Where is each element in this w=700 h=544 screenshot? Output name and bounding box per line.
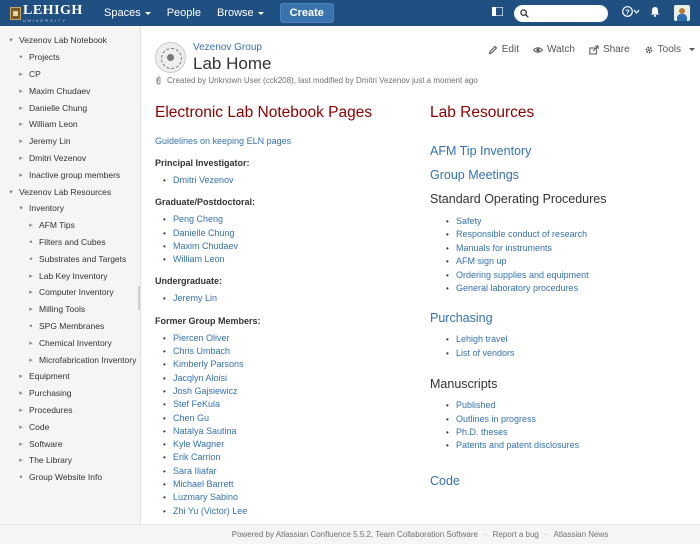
space-logo[interactable] <box>155 42 186 73</box>
sidebar-item[interactable] <box>0 32 140 49</box>
sidebar-item[interactable] <box>0 250 140 267</box>
bullet-icon: • <box>29 236 33 247</box>
list-item <box>173 372 405 385</box>
chevron-right-icon[interactable]: ▸ <box>29 356 33 364</box>
sidebar-item[interactable] <box>0 284 140 301</box>
chevron-down-icon[interactable]: ▾ <box>9 37 13 45</box>
resources-heading: Lab Resources <box>430 104 535 121</box>
chevron-right-icon[interactable]: ▸ <box>19 373 23 381</box>
member-link[interactable]: • Michael Barrett <box>173 479 234 490</box>
purchasing-link[interactable]: Purchasing <box>430 311 493 326</box>
member-link[interactable]: • Erik Carrion <box>173 452 221 463</box>
sidebar-item-label: Danielle Chung <box>29 102 88 113</box>
sidebar-item-label: Projects <box>29 52 60 63</box>
create-button[interactable]: Create <box>280 3 334 23</box>
notifications-icon[interactable] <box>644 6 666 20</box>
svg-text:?: ? <box>625 9 630 17</box>
chevron-right-icon[interactable]: ▸ <box>19 406 23 414</box>
sidebar-item[interactable] <box>0 133 140 150</box>
sidebar-item[interactable] <box>0 402 140 419</box>
sidebar-item-label: Microfabrication Inventory <box>39 354 137 365</box>
list-item <box>456 215 690 228</box>
sop-list <box>430 215 690 295</box>
sidebar-item[interactable] <box>0 452 140 469</box>
sidebar-item-label: Inventory <box>29 203 64 214</box>
page-byline: Created by Unknown User (cck208), last modified by Dmitri Vezenov just a moment ago <box>167 76 478 85</box>
resource-link[interactable]: Responsible conduct of research <box>456 229 588 240</box>
bullet-icon: • <box>29 320 33 331</box>
sidebar-item[interactable] <box>0 318 140 335</box>
list-item <box>173 227 405 240</box>
sidebar-item[interactable] <box>0 267 140 284</box>
member-link[interactable]: • Peng Cheng <box>173 214 224 225</box>
group-label: Graduate/Postdoctoral: <box>155 197 256 208</box>
member-link[interactable]: • Piercen Oliver <box>173 332 230 343</box>
sidebar-item[interactable] <box>0 334 140 351</box>
chevron-down-icon <box>689 48 695 51</box>
sidebar-item-label: Procedures <box>29 404 73 415</box>
list-item <box>173 358 405 371</box>
sidebar-item-label: Chemical Inventory <box>39 337 112 348</box>
sidebar-item[interactable] <box>0 49 140 66</box>
sidebar-item-label: Lab Key Inventory <box>39 270 108 281</box>
chevron-right-icon[interactable]: ▸ <box>19 70 23 78</box>
sidebar-item-label: Computer Inventory <box>39 287 114 298</box>
report-bug-link[interactable]: Report a bug <box>492 530 539 539</box>
top-navigation-bar <box>0 0 700 26</box>
help-icon[interactable] <box>618 6 644 20</box>
member-link[interactable]: • Maxim Chudaev <box>173 240 239 251</box>
list-item <box>173 478 405 491</box>
list-item <box>456 439 690 452</box>
logo-subtext: UNIVERSITY <box>23 17 68 23</box>
member-link[interactable]: • Natalya Sautina <box>173 425 237 436</box>
sidebar-item-label: SPG Membranes <box>39 320 105 331</box>
member-link[interactable]: • Dmitri Vezenov <box>173 175 234 185</box>
resource-link[interactable]: Lehigh travel <box>456 334 508 345</box>
sidebar-item-label: Jeremy Lin <box>29 136 71 147</box>
list-item <box>456 333 690 346</box>
resource-link[interactable]: Safety <box>456 216 482 226</box>
site-logo[interactable] <box>0 0 96 26</box>
purchasing-list <box>430 333 690 360</box>
sidebar-item[interactable] <box>0 351 140 368</box>
sidebar-item[interactable] <box>0 234 140 251</box>
breadcrumb[interactable]: Vezenov Group <box>193 42 262 53</box>
list-item <box>173 398 405 411</box>
member-link[interactable]: • Stef FeKula <box>173 399 221 410</box>
resource-link[interactable]: General laboratory procedures <box>456 282 579 293</box>
sidebar-item-label: Purchasing <box>29 388 72 399</box>
member-list <box>155 292 405 305</box>
list-item <box>173 253 405 266</box>
chevron-right-icon[interactable]: ▸ <box>19 171 23 179</box>
watch-button[interactable]: Watch <box>533 44 575 55</box>
sidebar-item-label: AFM Tips <box>39 220 75 231</box>
chevron-right-icon[interactable]: ▸ <box>29 306 33 314</box>
powered-by-text: Powered by Atlassian Confluence 5.5.2, Team Collaboration Software <box>231 530 478 539</box>
list-item <box>456 426 690 439</box>
member-link[interactable]: • Josh Gajsiewicz <box>173 385 238 396</box>
member-link[interactable]: • Chen Gu <box>173 412 210 423</box>
nav-spaces[interactable]: Spaces <box>96 0 159 26</box>
list-item <box>173 451 405 464</box>
member-link[interactable]: • Zhi Yu (Victor) Lee <box>173 505 248 516</box>
list-item <box>173 425 405 438</box>
list-item <box>173 412 405 425</box>
member-link[interactable]: • William Leon <box>173 254 225 265</box>
manuscripts-heading: Manuscripts <box>430 377 498 392</box>
list-item <box>173 213 405 226</box>
member-link[interactable]: • Jeremy Lin <box>173 293 218 304</box>
list-item <box>456 255 690 268</box>
pencil-icon <box>488 45 498 55</box>
sidebar-item-label: CP <box>29 68 41 79</box>
chevron-right-icon[interactable]: ▸ <box>19 457 23 465</box>
resource-link[interactable]: Manuals for instruments <box>456 242 553 253</box>
resource-link[interactable]: List of vendors <box>456 347 515 358</box>
sidebar-item[interactable] <box>0 301 140 318</box>
eln-section <box>155 104 405 524</box>
list-item <box>173 332 405 345</box>
resource-link[interactable]: Patents and patent disclosures <box>456 440 580 451</box>
chevron-down-icon[interactable]: ▾ <box>9 188 13 196</box>
sidebar-item-label: Maxim Chudaev <box>29 85 91 96</box>
group-label: Undergraduate: <box>155 276 223 287</box>
edit-button[interactable]: Edit <box>488 44 519 55</box>
atlassian-news-link[interactable]: Atlassian News <box>553 530 609 539</box>
list-item <box>456 282 690 295</box>
member-link[interactable]: • Danielle Chung <box>173 227 235 238</box>
list-item <box>173 240 405 253</box>
sidebar-item[interactable] <box>0 150 140 167</box>
page-tree-sidebar <box>0 26 141 524</box>
list-item <box>173 465 405 478</box>
sidebar-item-label: Equipment <box>29 371 70 382</box>
chevron-right-icon[interactable]: ▸ <box>19 121 23 129</box>
page-tree <box>0 26 140 486</box>
chevron-right-icon[interactable]: ▸ <box>19 87 23 95</box>
list-item <box>456 347 690 360</box>
sidebar-item[interactable] <box>0 82 140 99</box>
list-item <box>456 228 690 241</box>
page-metadata <box>155 76 478 85</box>
sidebar-item-label: Group Website Info <box>29 472 103 483</box>
page-actions <box>488 44 695 55</box>
list-item <box>173 345 405 358</box>
manuscripts-list <box>430 399 690 453</box>
resources-section <box>430 104 690 488</box>
sidebar-item[interactable] <box>0 66 140 83</box>
shield-icon <box>10 7 21 20</box>
chevron-down-icon <box>258 12 264 15</box>
list-item <box>173 385 405 398</box>
list-item <box>173 292 405 305</box>
tools-menu[interactable]: Tools <box>644 44 695 55</box>
sidebar-item[interactable] <box>0 166 140 183</box>
member-list <box>155 174 405 187</box>
bullet-icon: • <box>19 52 23 63</box>
chevron-right-icon[interactable]: ▸ <box>19 390 23 398</box>
sidebar-item-label: The Library <box>29 455 72 466</box>
member-link[interactable]: • Luzmary Sabino <box>173 492 239 503</box>
list-item <box>173 491 405 504</box>
chevron-right-icon[interactable]: ▸ <box>19 423 23 431</box>
attachment-icon[interactable] <box>155 76 163 85</box>
bullet-icon: • <box>29 253 33 264</box>
list-item <box>456 242 690 255</box>
member-link[interactable]: • Kimberly Parsons <box>173 359 244 370</box>
chevron-right-icon[interactable]: ▸ <box>19 154 23 162</box>
sidebar-item-label: Code <box>29 421 50 432</box>
nav-browse[interactable]: Browse <box>209 0 272 26</box>
chevron-right-icon[interactable]: ▸ <box>29 272 33 280</box>
user-avatar[interactable] <box>674 5 690 21</box>
afm-tip-inventory-link[interactable]: AFM Tip Inventory <box>430 144 532 158</box>
sidebar-item-label: Milling Tools <box>39 304 86 315</box>
sidebar-item[interactable] <box>0 183 140 200</box>
sidebar-item[interactable] <box>0 385 140 402</box>
chevron-right-icon[interactable]: ▸ <box>29 289 33 297</box>
sidebar-item[interactable] <box>0 418 140 435</box>
chevron-right-icon[interactable]: ▸ <box>29 339 33 347</box>
sidebar-item[interactable] <box>0 368 140 385</box>
resource-link[interactable]: AFM sign up <box>456 256 507 267</box>
member-link[interactable]: • Jacqlyn Aloisi <box>173 372 228 383</box>
member-groups <box>155 158 405 518</box>
sop-heading: Standard Operating Procedures <box>430 192 607 206</box>
member-list <box>155 332 405 518</box>
chevron-down-icon[interactable]: ▾ <box>19 205 23 213</box>
footer-separator: · <box>483 530 487 539</box>
chevron-right-icon[interactable]: ▸ <box>19 138 23 146</box>
share-icon <box>589 45 599 55</box>
logo-text: LEHIGH <box>23 2 83 18</box>
nav-people[interactable]: People <box>166 7 201 19</box>
sidebar-item[interactable] <box>0 217 140 234</box>
sidebar-item-label: William Leon <box>29 119 78 130</box>
resource-link[interactable]: Ph.D. theses <box>456 426 508 437</box>
sidebar-item-label: Vezenov Lab Notebook <box>19 35 107 46</box>
list-item <box>173 438 405 451</box>
sidebar-item[interactable] <box>0 469 140 486</box>
group-label: Principal Investigator: <box>155 158 250 168</box>
search-input[interactable] <box>514 5 608 22</box>
chevron-right-icon[interactable]: ▸ <box>19 440 23 448</box>
resource-link[interactable]: Ordering supplies and equipment <box>456 269 589 280</box>
list-item <box>173 505 405 518</box>
sidebar-item-label: Inactive group members <box>29 169 121 180</box>
sidebar-item-label: Software <box>29 438 63 449</box>
group-label: Former Group Members: <box>155 315 261 326</box>
list-item <box>456 269 690 282</box>
sidebar-item[interactable] <box>0 435 140 452</box>
sidebar-item[interactable] <box>0 116 140 133</box>
resource-link[interactable]: Published <box>456 400 496 411</box>
member-link[interactable]: • Kyle Wagner <box>173 439 225 450</box>
list-item <box>173 174 405 187</box>
chevron-right-icon[interactable]: ▸ <box>29 222 33 230</box>
page-footer <box>0 524 700 544</box>
chevron-down-icon <box>145 12 151 15</box>
code-link[interactable]: Code <box>430 473 460 488</box>
sidebar-item-label: Filters and Cubes <box>39 236 106 247</box>
member-link[interactable]: • Chris Umbach <box>173 346 231 357</box>
sidebar-item-label: Dmitri Vezenov <box>29 152 87 163</box>
list-item <box>456 413 690 426</box>
resource-link[interactable]: Outlines in progress <box>456 413 537 424</box>
member-list <box>155 213 405 266</box>
page-title: Lab Home <box>193 54 272 73</box>
eye-icon <box>533 45 543 55</box>
sidebar-item-label: Vezenov Lab Resources <box>19 186 112 197</box>
member-link[interactable]: • Sara Iliafar <box>173 465 217 476</box>
group-meetings-link[interactable]: Group Meetings <box>430 168 519 182</box>
share-button[interactable]: Share <box>589 44 630 55</box>
sidebar-item[interactable] <box>0 99 140 116</box>
eln-heading: Electronic Lab Notebook Pages <box>155 104 373 121</box>
footer-separator: · <box>544 530 548 539</box>
sidebar-item-label: Substrates and Targets <box>39 253 127 264</box>
list-item <box>456 399 690 412</box>
gear-icon <box>644 45 654 55</box>
search-icon <box>520 9 529 18</box>
sidebar-toggle-icon[interactable] <box>486 7 508 19</box>
bullet-icon: • <box>19 472 23 483</box>
main-content <box>141 26 700 524</box>
guidelines-link[interactable]: Guidelines on keeping ELN pages <box>155 136 292 146</box>
sidebar-item[interactable] <box>0 200 140 217</box>
chevron-right-icon[interactable]: ▸ <box>19 104 23 112</box>
